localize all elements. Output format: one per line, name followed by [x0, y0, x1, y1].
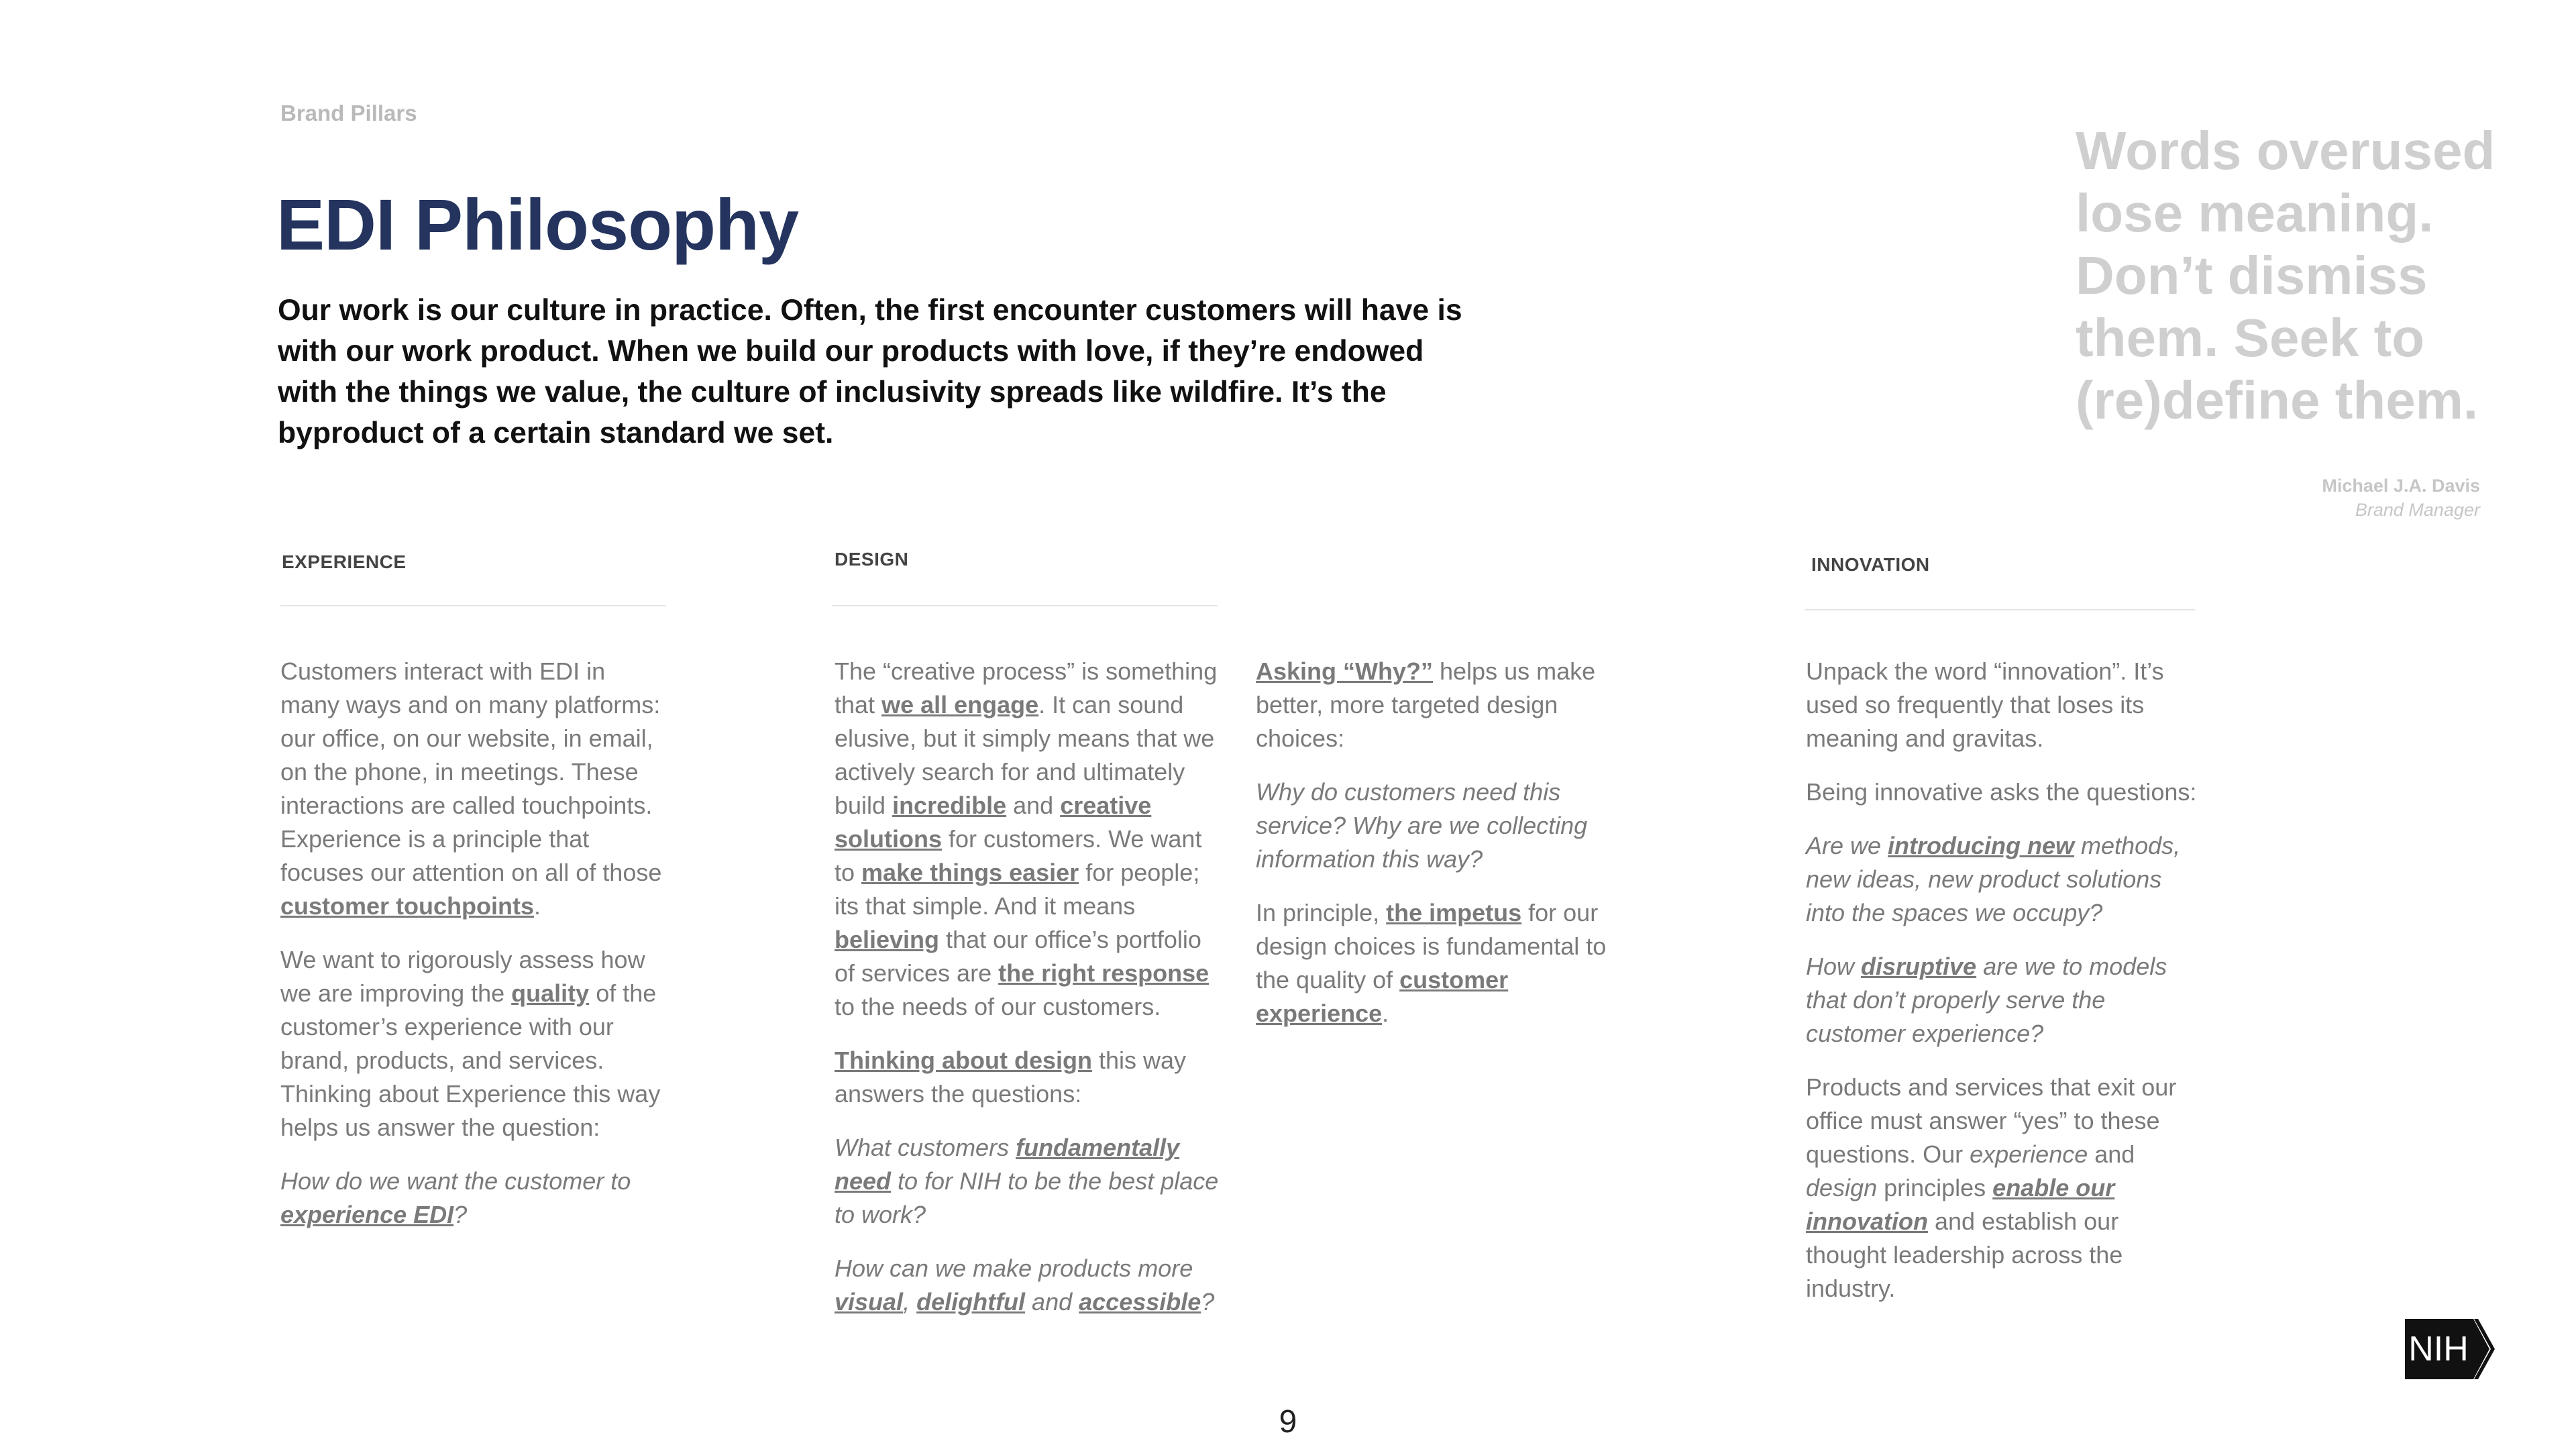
design-paragraph-1: The “creative process” is something that we all engage. It can sound elusive, but it simply means that we actively search for and ultimately build incredible and creative solutions for customers. We want to make things easier for people; its that simple. And it means believing that our office’s portfolio of services are the right response to the needs of our customers.: [835, 657, 1218, 1020]
page-title: EDI Philosophy: [276, 184, 799, 265]
design-divider: [832, 605, 1218, 606]
experience-column: [280, 655, 669, 1252]
design-heading: DESIGN: [835, 549, 909, 570]
design-question-1: What customers fundamentally need to for NIH to be the best place to work?: [835, 1134, 1219, 1228]
experience-paragraph-2: We want to rigorously assess how we are improving the quality of the customer’s experience with our brand, products, and services. Thinking about Experience this way helps us answer the question:: [280, 946, 661, 1141]
innovation-question-1: Are we introducing new methods, new ideas, new product solutions into the spaces we occupy?: [1806, 832, 2181, 926]
experience-paragraph-1: Customers interact with EDI in many ways and on many platforms: our office, on our website, in email, on the phone, in meetings. These interactions are called touchpoints. Experience is a principle that focuses our attention on all of those customer touchpoints.: [280, 657, 662, 920]
quote-author: Michael J.A. Davis: [2322, 476, 2480, 496]
innovation-column: [1806, 655, 2202, 1326]
innovation-paragraph-3: Products and services that exit our office must answer “yes” to these questions. Our experience and design principles enable our innovation and establish our thought leadership across the industry.: [1806, 1073, 2177, 1302]
nih-logo-text: NIH: [2408, 1330, 2469, 1368]
quote-author-role: Brand Manager: [2355, 500, 2480, 520]
innovation-divider: [1805, 609, 2195, 610]
design-column-1: [835, 655, 1224, 1339]
intro-paragraph: Our work is our culture in practice. Often, the first encounter customers will have is with our work product. When we build our products with love, if they’re endowed with the things we value, the culture of inclusivity spreads like wildfire. It’s the byproduct of a certain standard we set.: [278, 294, 1462, 449]
nih-logo: [2405, 1319, 2495, 1379]
innovation-paragraph-1: Unpack the word “innovation”. It’s used so frequently that loses its meaning and gravitas.: [1806, 657, 2164, 752]
pull-quote: Words overused lose meaning. Don’t dismiss them. Seek to (re)define them.: [2076, 121, 2496, 430]
experience-heading: EXPERIENCE: [282, 551, 407, 572]
experience-divider: [280, 605, 666, 606]
design-paragraph-4: In principle, the impetus for our design choices is fundamental to the quality of customer experience.: [1256, 899, 1607, 1027]
design-paragraph-3: Asking “Why?” helps us make better, more targeted design choices:: [1256, 657, 1596, 752]
section-kicker: Brand Pillars: [280, 101, 417, 125]
design-paragraph-2: Thinking about design this way answers the questions:: [835, 1046, 1187, 1108]
design-question-3: Why do customers need this service? Why are we collecting information this way?: [1256, 778, 1588, 873]
innovation-question-2: How disruptive are we to models that don’t properly serve the customer experience?: [1806, 953, 2167, 1047]
page-number: 9: [1279, 1404, 1297, 1440]
experience-question: How do we want the customer to experience EDI?: [280, 1167, 631, 1228]
design-column-2: [1256, 655, 1638, 1051]
innovation-paragraph-2: Being innovative asks the questions:: [1806, 778, 2197, 806]
quote-attribution: [2322, 474, 2480, 522]
design-question-2: How can we make products more visual, delightful and accessible?: [835, 1254, 1215, 1316]
innovation-heading: INNOVATION: [1811, 554, 1930, 575]
